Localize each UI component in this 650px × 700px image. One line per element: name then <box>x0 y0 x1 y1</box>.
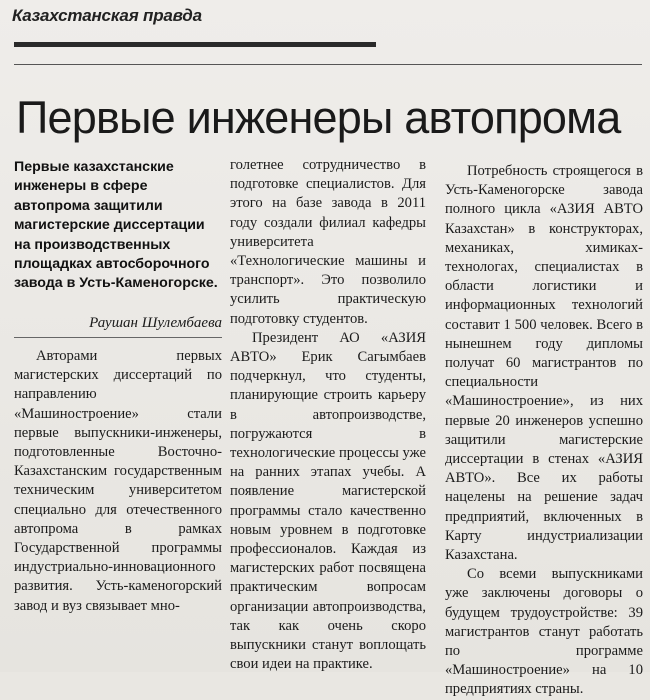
paragraph: Потребность строящегося в Усть-Каменогорске завода полного цикла «АЗИЯ АВТО Казахстан» в конструкторах, механиках, химиках-технологах, специалистах в области логистики и информационных технологий составит 1 500 человек. Всего в нынешнем году дипломы получат 60 магистрантов по специальности «Машиностроение», из них первые 20 инженеров успешно защитили магистерские диссертации в стенах «АЗИЯ АВТО». Все их работы нацелены на решение задач предприятий, включенных в Карту индустриализации Казахстана. <box>445 163 643 564</box>
masthead-rule <box>14 42 376 47</box>
article-lead: Первые казахстанские инженеры в сфере автопрома защитили магистерские диссертации на производственных площадках автосборочного завода в Усть-Каменогорске. <box>14 159 218 292</box>
paragraph: Президент АО «АЗИЯ АВТО» Ерик Сагымбаев подчеркнул, что студенты, планирующие строить карьеру в автопроизводстве, погружаются в технологические процессы уже на ранних этапах учебы. А появление магистерской программы стало качественно новым уровнем в подготовке профессионалов. Каждая из магистерских работ посвящена практическим вопросам организации автопроизводства, так как очень скоро выпускники станут воплощать свои идеи на практике. <box>230 329 426 673</box>
paragraph: Со всеми выпускниками уже заключены договоры о будущем трудоустройстве: 39 магистрантов станут работать по программе «Машиностроение» на 10 предприятиях страны. <box>445 566 643 698</box>
section-divider <box>14 64 642 65</box>
masthead: Казахстанская правда <box>12 6 202 25</box>
paragraph: Авторами первых магистерских диссертаций по направлению «Машиностроение» стали первые выпускники-инженеры, подготовленные Восточно-Казахстанским государственным техническим университетом специально для отечественного автопрома в рамках Государственной программы индустриально-инновационного развития. Усть-каменогорский завод и вуз связывает мно- <box>14 348 222 614</box>
column-1 <box>14 158 222 616</box>
column-2 <box>230 156 426 674</box>
article-headline: Первые инженеры автопрома <box>16 92 621 143</box>
byline: Раушан Шулембаева <box>14 314 222 338</box>
paragraph: голетнее сотрудничество в подготовке специалистов. Для этого на базе завода в 2011 году создали филиал кафедры университета «Технологические машины и транспорт». Это позволило усилить практическую подготовку студентов. <box>230 157 426 327</box>
column-3 <box>445 162 643 700</box>
